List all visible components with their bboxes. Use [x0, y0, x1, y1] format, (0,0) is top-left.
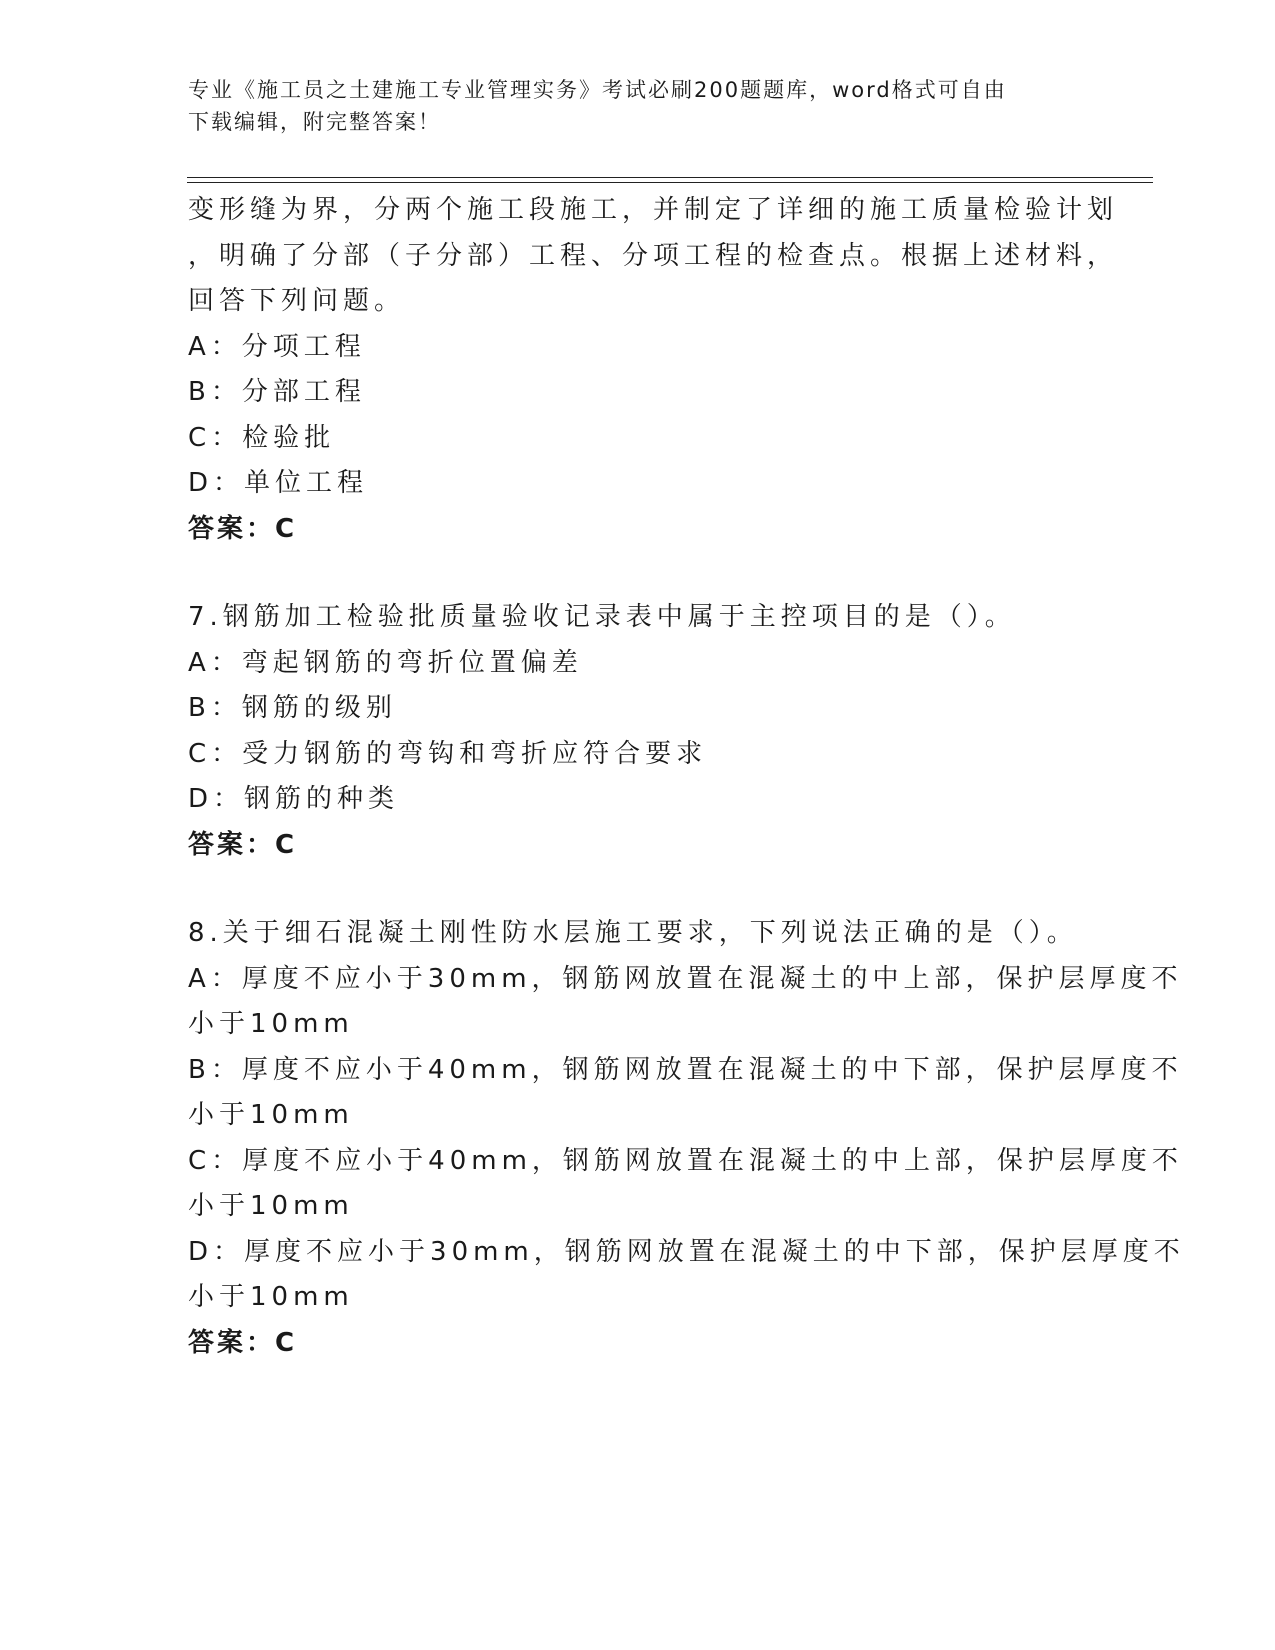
option-a: A：弯起钢筋的弯折位置偏差 — [188, 647, 583, 678]
question-stem: 7.钢筋加工检验批质量验收记录表中属于主控项目的是（）。 — [188, 602, 1016, 632]
option-a-cont: 小于10mm — [188, 1009, 354, 1039]
document-body — [188, 188, 1185, 1366]
option-c: C：检验批 — [188, 422, 336, 453]
answer: 答案：C — [188, 513, 298, 544]
question-8 — [188, 911, 1185, 1366]
answer: 答案：C — [188, 1327, 298, 1358]
option-a: A：分项工程 — [188, 331, 366, 362]
option-b: B：分部工程 — [188, 377, 366, 407]
question-6 — [188, 188, 1119, 552]
question-stem-line: ，明确了分部（子分部）工程、分项工程的检查点。根据上述材料， — [188, 240, 1119, 271]
option-a: A：厚度不应小于30mm，钢筋网放置在混凝土的中上部，保护层厚度不 — [188, 963, 1183, 994]
document-header — [188, 74, 1078, 138]
header-rule-bottom — [187, 182, 1153, 183]
option-d: D：厚度不应小于30mm，钢筋网放置在混凝土的中下部，保护层厚度不 — [188, 1236, 1185, 1267]
option-c: C：受力钢筋的弯钩和弯折应符合要求 — [188, 738, 708, 769]
option-b: B：厚度不应小于40mm，钢筋网放置在混凝土的中下部，保护层厚度不 — [188, 1054, 1183, 1085]
option-c-cont: 小于10mm — [188, 1191, 354, 1221]
question-stem-line: 回答下列问题。 — [188, 286, 406, 316]
spacer — [188, 868, 1088, 911]
header-rule-top — [187, 177, 1153, 178]
option-d: D：单位工程 — [188, 468, 369, 498]
option-b: B：钢筋的级别 — [188, 693, 397, 723]
option-b-cont: 小于10mm — [188, 1100, 354, 1130]
header-line-1: 专业《施工员之土建施工专业管理实务》考试必刷200题题库，word格式可自由 — [188, 78, 1007, 102]
option-c: C：厚度不应小于40mm，钢筋网放置在混凝土的中上部，保护层厚度不 — [188, 1145, 1183, 1176]
header-line-2: 下载编辑，附完整答案！ — [188, 110, 441, 134]
option-d: D：钢筋的种类 — [188, 784, 400, 814]
spacer — [188, 552, 1088, 595]
question-stem: 8.关于细石混凝土刚性防水层施工要求，下列说法正确的是（）。 — [188, 918, 1078, 948]
question-7 — [188, 595, 1088, 868]
question-stem-line: 变形缝为界，分两个施工段施工，并制定了详细的施工质量检验计划 — [188, 195, 1119, 225]
option-d-cont: 小于10mm — [188, 1282, 354, 1312]
answer: 答案：C — [188, 829, 298, 860]
